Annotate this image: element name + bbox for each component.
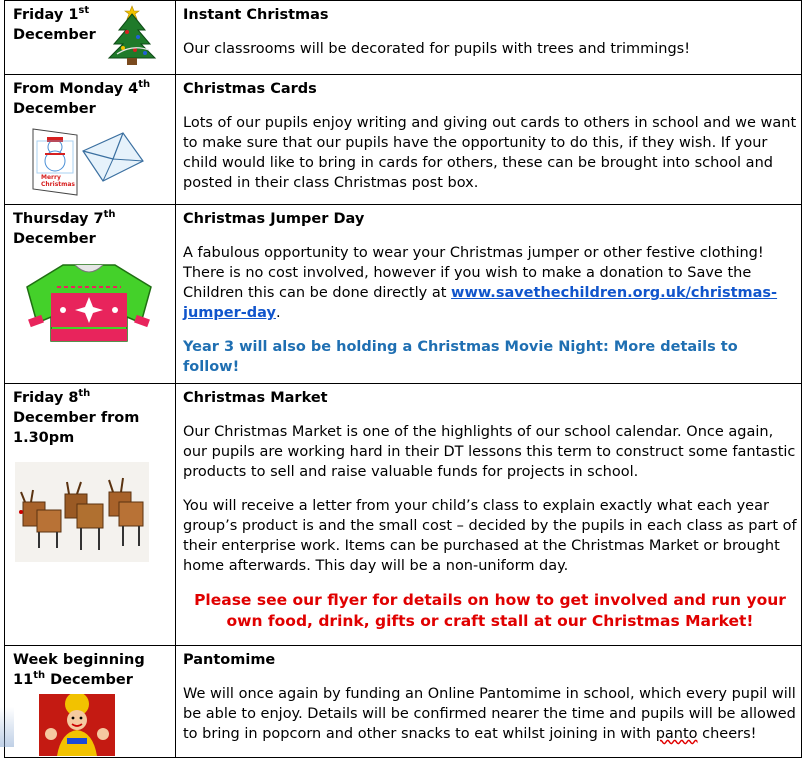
date-suffix: th	[33, 670, 46, 681]
christmas-tree-icon	[105, 4, 159, 66]
event-text: Lots of our pupils enjoy writing and giving out cards to others in school and we want to make sure that our pupils have the opportunity to do this, if they wish. If your child would like to bring in cards for others, these can be brought into school and posted in their class Christmas post box.	[183, 115, 797, 191]
event-row-christmas-market	[5, 384, 802, 646]
event-title: Christmas Market	[183, 390, 328, 406]
spellcheck-word: panto	[655, 726, 698, 742]
event-text: Our classrooms will be decorated for pupils with trees and trimmings!	[183, 41, 691, 57]
events-table	[4, 0, 802, 758]
event-title: Instant Christmas	[183, 7, 329, 23]
event-text-body: A fabulous opportunity to wear your Christmas jumper or other festive clothing! There is no cost involved, however if you wish to make a donation to Save the Children this can be done directly at	[183, 245, 764, 301]
event-details	[176, 75, 802, 205]
movie-night-note: Year 3 will also be holding a Christmas Movie Night: More details to follow!	[183, 339, 738, 375]
event-date	[5, 205, 176, 384]
link-period: .	[275, 305, 281, 321]
left-edge-shadow	[0, 707, 14, 747]
event-title: Christmas Cards	[183, 81, 317, 97]
event-text: Our Christmas Market is one of the highlights of our school calendar. Once again, our pupils are working hard in their DT lessons this term to construct some fantastic products to sell and raise valuable funds for projects in school.	[183, 424, 796, 480]
date-day: Week beginning	[13, 652, 145, 668]
event-text	[183, 243, 797, 323]
christmas-jumper-icon	[23, 261, 155, 345]
date-time: 1.30pm	[13, 430, 75, 446]
date-suffix: th	[78, 388, 91, 399]
date-suffix: st	[78, 5, 90, 16]
event-title: Pantomime	[183, 652, 276, 668]
market-flyer-note: Please see our flyer for details on how to get involved and run your own food, drink, gifts or craft stall at our Christmas Market!	[194, 591, 786, 630]
date-suffix: th	[103, 209, 116, 220]
date-num: 11	[13, 672, 34, 688]
date-suffix: th	[138, 79, 151, 90]
event-row-instant-christmas	[5, 1, 802, 75]
event-row-jumper-day	[5, 205, 802, 384]
date-day: Friday 1	[13, 7, 79, 23]
event-text-body: We will once again by funding an Online Pantomime in school, which every pupil will be able to enjoy. Details will be confirmed nearer the time and pupils will be allowed to bring in popcorn and other snacks to eat whilst joining in with	[183, 686, 796, 742]
date-month: December from	[13, 410, 140, 426]
donation-link[interactable]: www.savethechildren.org.uk/christmas-jumper-day	[183, 285, 778, 321]
event-text	[183, 684, 797, 744]
date-day: From Monday 4	[13, 81, 139, 97]
christmas-card-icon	[25, 121, 145, 197]
event-title: Christmas Jumper Day	[183, 211, 365, 227]
card-text: Merry	[41, 174, 61, 181]
event-text-end: cheers!	[697, 726, 757, 742]
date-month: December	[45, 672, 133, 688]
reindeer-crafts-icon	[15, 462, 149, 562]
event-date	[5, 75, 176, 205]
event-text: You will receive a letter from your child’s class to explain exactly what each year group’s product is and the small cost – decided by the pupils in each class as part of their enterprise work. Items can be purchased at the Christmas Market or brought home afterwards. This day will be a non-uniform day.	[183, 498, 797, 574]
event-date	[5, 1, 176, 75]
event-details	[176, 646, 802, 758]
event-details	[176, 205, 802, 384]
event-row-christmas-cards	[5, 75, 802, 205]
date-month: December	[13, 27, 96, 43]
event-row-pantomime	[5, 646, 802, 758]
date-month: December	[13, 231, 96, 247]
date-month: December	[13, 101, 96, 117]
event-details	[176, 1, 802, 75]
event-date	[5, 646, 176, 758]
event-details	[176, 384, 802, 646]
date-day: Friday 8	[13, 390, 79, 406]
card-text: Christmas	[41, 181, 76, 188]
event-date	[5, 384, 176, 646]
date-day: Thursday 7	[13, 211, 104, 227]
